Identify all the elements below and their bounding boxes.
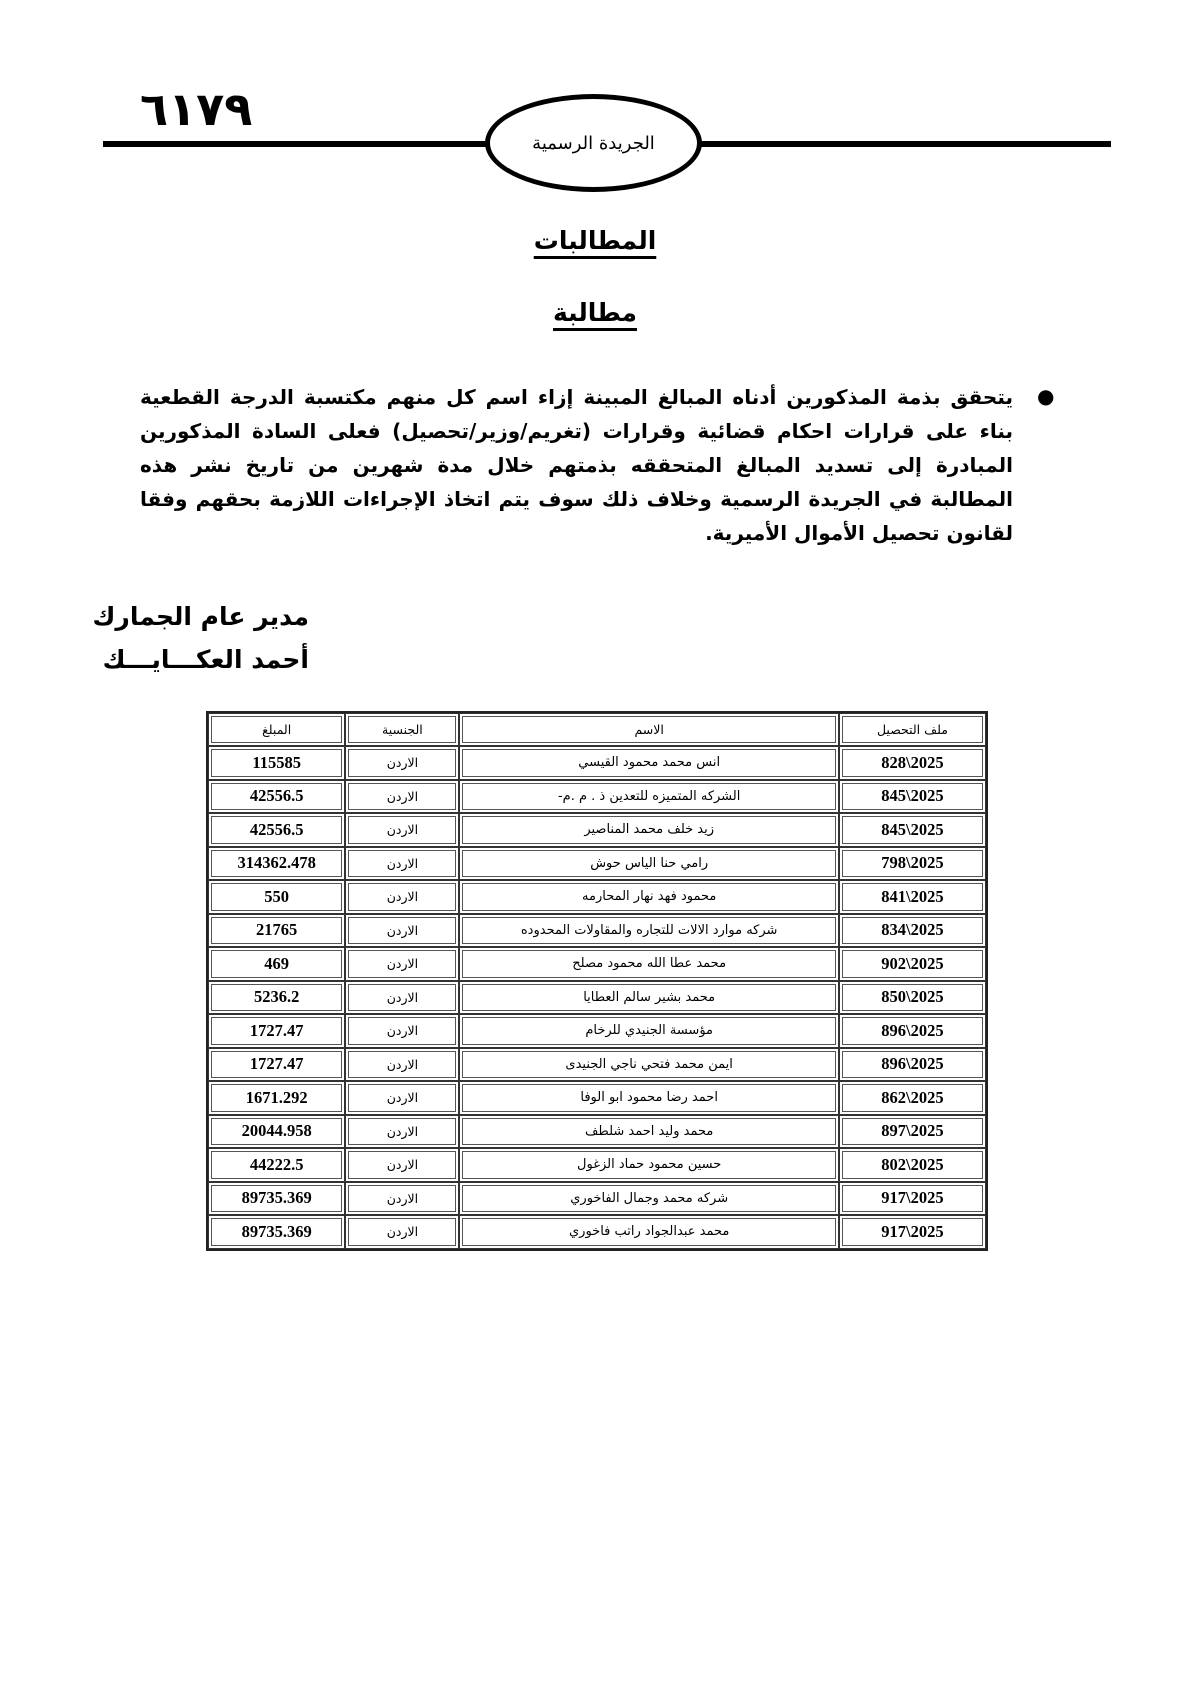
table-row xyxy=(208,780,986,814)
cell-amount: 550 xyxy=(208,880,345,914)
cell-file: 902\2025 xyxy=(839,947,986,981)
table-row xyxy=(208,914,986,948)
table-row xyxy=(208,1182,986,1216)
cell-name: شركه محمد وجمال الفاخوري xyxy=(459,1182,838,1216)
cell-name: ايمن محمد فتحي ناجي الجنيدى xyxy=(459,1048,838,1082)
cell-file: 862\2025 xyxy=(839,1081,986,1115)
cell-amount: 42556.5 xyxy=(208,780,345,814)
cell-nationality: الاردن xyxy=(345,947,459,981)
cell-nationality: الاردن xyxy=(345,746,459,780)
cell-nationality: الاردن xyxy=(345,1148,459,1182)
table-row xyxy=(208,1215,986,1249)
cell-name: محمد عبدالجواد راتب فاخوري xyxy=(459,1215,838,1249)
gazette-name: الجريدة الرسمية xyxy=(532,132,655,154)
cell-file: 802\2025 xyxy=(839,1148,986,1182)
cell-nationality: الاردن xyxy=(345,813,459,847)
cell-file: 917\2025 xyxy=(839,1215,986,1249)
subsection-title: مطالبة xyxy=(553,298,637,327)
cell-amount: 469 xyxy=(208,947,345,981)
cell-name: رامي حنا الياس حوش xyxy=(459,847,838,881)
cell-name: محمد عطا الله محمود مصلح xyxy=(459,947,838,981)
table-row xyxy=(208,1115,986,1149)
table-row xyxy=(208,813,986,847)
table-row xyxy=(208,981,986,1015)
header-file: ملف التحصيل xyxy=(839,713,986,746)
cell-amount: 42556.5 xyxy=(208,813,345,847)
cell-name: محمود فهد نهار المحارمه xyxy=(459,880,838,914)
cell-name: مؤسسة الجنيدي للرخام xyxy=(459,1014,838,1048)
cell-file: 917\2025 xyxy=(839,1182,986,1216)
cell-nationality: الاردن xyxy=(345,1048,459,1082)
cell-amount: 44222.5 xyxy=(208,1148,345,1182)
cell-nationality: الاردن xyxy=(345,780,459,814)
cell-amount: 5236.2 xyxy=(208,981,345,1015)
cell-amount: 21765 xyxy=(208,914,345,948)
page-number: ٦١٧٩ xyxy=(140,82,253,136)
table-row xyxy=(208,847,986,881)
cell-nationality: الاردن xyxy=(345,880,459,914)
cell-name: محمد وليد احمد شلطف xyxy=(459,1115,838,1149)
cell-amount: 20044.958 xyxy=(208,1115,345,1149)
cell-amount: 314362.478 xyxy=(208,847,345,881)
cell-nationality: الاردن xyxy=(345,981,459,1015)
cell-nationality: الاردن xyxy=(345,1014,459,1048)
cell-file: 850\2025 xyxy=(839,981,986,1015)
cell-nationality: الاردن xyxy=(345,914,459,948)
table-row xyxy=(208,947,986,981)
cell-name: زيد خلف محمد المناصير xyxy=(459,813,838,847)
cell-file: 845\2025 xyxy=(839,780,986,814)
cell-nationality: الاردن xyxy=(345,1115,459,1149)
cell-name: انس محمد محمود القيسي xyxy=(459,746,838,780)
cell-amount: 1727.47 xyxy=(208,1048,345,1082)
table-row xyxy=(208,1014,986,1048)
cell-file: 897\2025 xyxy=(839,1115,986,1149)
header-nationality: الجنسية xyxy=(345,713,459,746)
bullet-point: ● xyxy=(1037,384,1055,408)
cell-amount: 89735.369 xyxy=(208,1182,345,1216)
table-header-row xyxy=(208,713,986,746)
cell-file: 896\2025 xyxy=(839,1048,986,1082)
signatory-title: مدير عام الجمارك xyxy=(92,602,309,631)
cell-amount: 89735.369 xyxy=(208,1215,345,1249)
table-row xyxy=(208,1048,986,1082)
table-row xyxy=(208,1148,986,1182)
table-row xyxy=(208,880,986,914)
cell-name: محمد بشير سالم العطايا xyxy=(459,981,838,1015)
cell-file: 896\2025 xyxy=(839,1014,986,1048)
cell-amount: 1727.47 xyxy=(208,1014,345,1048)
cell-file: 828\2025 xyxy=(839,746,986,780)
notice-paragraph: يتحقق بذمة المذكورين أدناه المبالغ المبينة إزاء اسم كل منهم مكتسبة الدرجة القطعية بناء على قرارات احكام قضائية وقرارات (تغريم/وزير/تحصيل) فعلى السادة المذكورين المبادرة إلى تسديد المبالغ المتحققه بذمتهم خلال مدة شهرين من تاريخ نشر هذه المطالبة في الجريدة الرسمية وخلاف ذلك سوف يتم اتخاذ الإجراءات اللازمة بحقهم وفقا لقانون تحصيل الأموال الأميرية. xyxy=(140,385,1013,545)
table-row xyxy=(208,746,986,780)
signatory-name: أحمد العكـــايـــك xyxy=(102,645,309,674)
cell-file: 841\2025 xyxy=(839,880,986,914)
cell-nationality: الاردن xyxy=(345,1182,459,1216)
table-row xyxy=(208,1081,986,1115)
cell-amount: 115585 xyxy=(208,746,345,780)
cell-nationality: الاردن xyxy=(345,1081,459,1115)
section-title: المطالبات xyxy=(533,226,657,255)
cell-name: حسين محمود حماد الزغول xyxy=(459,1148,838,1182)
cell-nationality: الاردن xyxy=(345,847,459,881)
cell-amount: 1671.292 xyxy=(208,1081,345,1115)
cell-file: 798\2025 xyxy=(839,847,986,881)
gazette-emblem xyxy=(485,94,702,192)
header-amount: المبلغ xyxy=(208,713,345,746)
cell-name: احمد رضا محمود ابو الوفا xyxy=(459,1081,838,1115)
header-name: الاسم xyxy=(459,713,838,746)
cell-nationality: الاردن xyxy=(345,1215,459,1249)
cell-name: الشركه المتميزه للتعدين ذ . م .م- xyxy=(459,780,838,814)
cell-file: 845\2025 xyxy=(839,813,986,847)
cell-name: شركه موارد الالات للتجاره والمقاولات المحدوده xyxy=(459,914,838,948)
cell-file: 834\2025 xyxy=(839,914,986,948)
claims-table xyxy=(206,711,988,1251)
